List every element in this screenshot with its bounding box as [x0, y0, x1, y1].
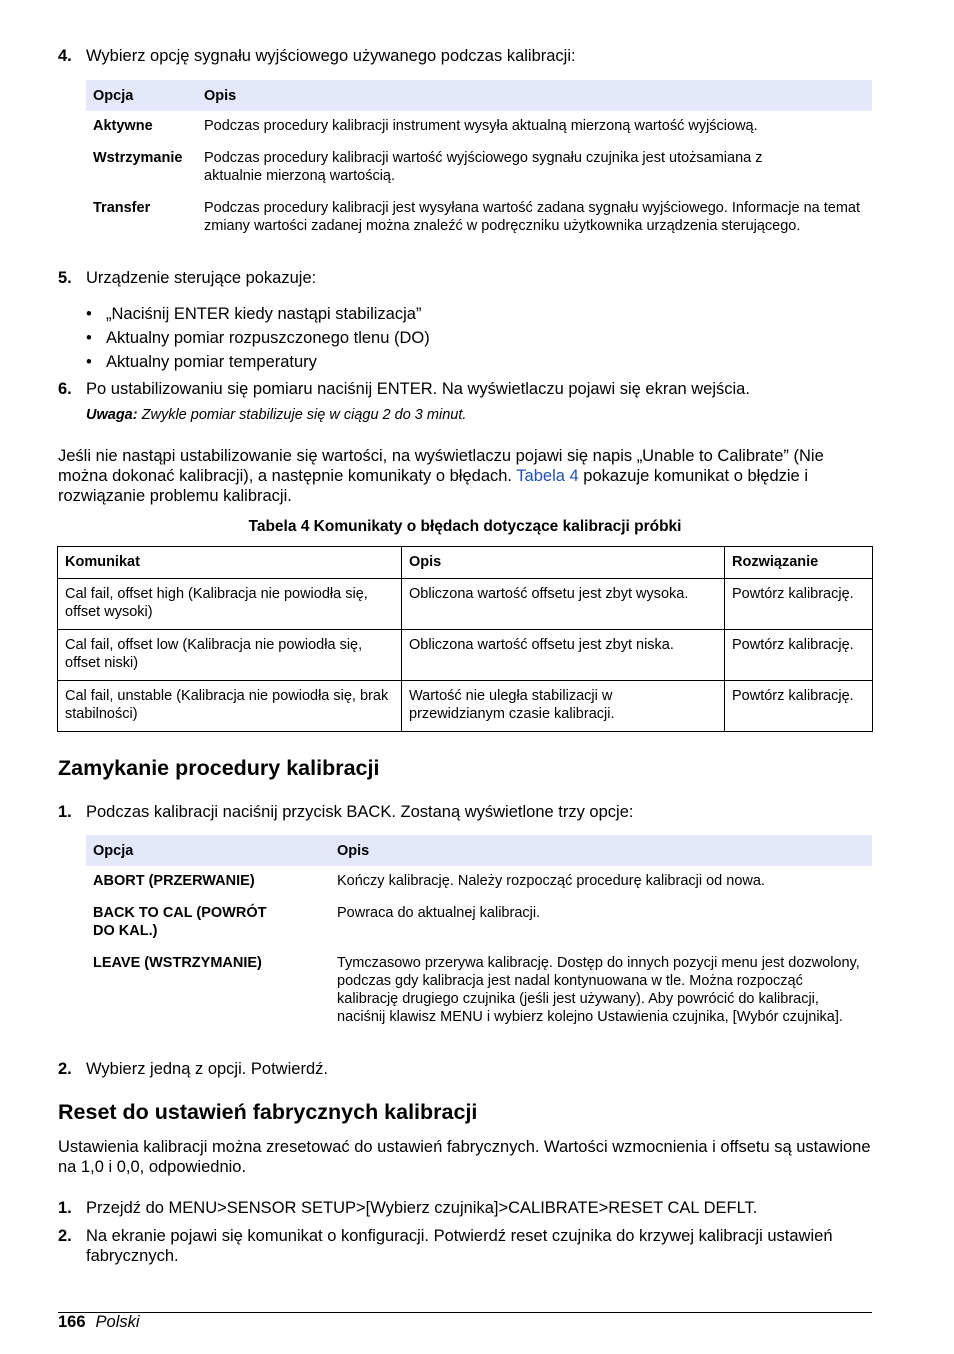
option-description — [197, 143, 872, 193]
step-5 — [58, 268, 872, 288]
list-item: • Aktualny pomiar temperatury — [86, 350, 866, 374]
option-name: Wstrzymanie — [93, 150, 183, 166]
note-label: Uwaga: — [86, 407, 138, 423]
table-row — [86, 143, 872, 193]
section-heading-factory-reset: Reset do ustawień fabrycznych kalibracji — [58, 1100, 478, 1124]
table-row — [58, 681, 873, 732]
footer-divider — [58, 1312, 872, 1313]
option-name — [86, 898, 330, 948]
step-number: 2. — [58, 1227, 72, 1245]
error-description-text: Wartość nie uległa stabilizacji w przewidzianym czasie kalibracji. — [409, 688, 615, 722]
option-description-text: Podczas procedury kalibracji wartość wyjściowego sygnału czujnika jest utożsamiana z aktualnie mierzoną wartością. — [204, 150, 763, 184]
step-text: Urządzenie sterujące pokazuje: — [86, 269, 317, 287]
table-row — [86, 111, 872, 143]
error-description: Obliczona wartość offsetu jest zbyt niska. — [402, 630, 725, 681]
table-header-row — [86, 80, 872, 111]
step-text: Po ustabilizowaniu się pomiaru naciśnij ENTER. Na wyświetlaczu pojawi się ekran wejścia. — [86, 380, 750, 398]
display-bullet-list — [86, 302, 866, 374]
step-text: Wybierz jedną z opcji. Potwierdź. — [86, 1060, 328, 1078]
table-row — [86, 866, 872, 898]
option-description: Kończy kalibrację. Należy rozpocząć procedurę kalibracji od nowa. — [337, 873, 765, 889]
header-option: Opcja — [86, 835, 330, 866]
calibration-error-table — [57, 546, 873, 732]
step-number: 6. — [58, 380, 72, 398]
step-number: 1. — [58, 1199, 72, 1217]
option-description: Tymczasowo przerywa kalibrację. Dostęp do innych pozycji menu jest dozwolony, podczas gdy kalibracja jest nadal kontynuowana w tle. Można rozpocząć kalibrację drugiego czujnika (jeśli jest używany). Aby powrócić do kalibracji, naciśnij klawisz MENU i wybierz kolejno Ustawienia czujnika, [Wybór czujnika]. — [337, 955, 860, 1025]
list-item: • Aktualny pomiar rozpuszczonego tlenu (DO) — [86, 326, 866, 350]
error-solution: Powtórz kalibrację. — [725, 579, 873, 630]
option-name: Aktywne — [93, 118, 153, 134]
step-text: Podczas kalibracji naciśnij przycisk BACK. Zostaną wyświetlone trzy opcje: — [86, 803, 634, 821]
close-step-2 — [58, 1059, 872, 1079]
header-solution: Rozwiązanie — [725, 547, 873, 579]
step-number: 4. — [58, 47, 72, 65]
error-description: Obliczona wartość offsetu jest zbyt wysoka. — [402, 579, 725, 630]
error-message: Cal fail, offset low (Kalibracja nie powiodła się, offset niski) — [58, 630, 402, 681]
header-description: Opis — [330, 835, 872, 866]
factory-reset-paragraph: Ustawienia kalibracji można zresetować do ustawień fabrycznych. Wartości wzmocnienia i offsetu są ustawione na 1,0 i 0,0, odpowiednio. — [58, 1138, 871, 1176]
step-number: 5. — [58, 269, 72, 287]
table-header-row — [58, 547, 873, 579]
reset-step-2 — [58, 1226, 872, 1266]
step-text: Wybierz opcję sygnału wyjściowego używanego podczas kalibracji: — [86, 47, 576, 65]
option-description: Powraca do aktualnej kalibracji. — [337, 905, 541, 921]
page-number: 166 — [58, 1313, 86, 1331]
page-footer — [58, 1313, 140, 1332]
error-description — [402, 681, 725, 732]
header-description: Opis — [197, 80, 872, 111]
table-header-row — [86, 835, 872, 866]
output-options-table — [86, 80, 872, 243]
table-row — [86, 193, 872, 243]
step-number: 2. — [58, 1060, 72, 1078]
table-row — [58, 630, 873, 681]
option-name: Transfer — [93, 200, 151, 216]
header-option: Opcja — [86, 80, 197, 111]
list-item: • „Naciśnij ENTER kiedy nastąpi stabilizacja” — [86, 302, 866, 326]
table-4-link[interactable]: Tabela 4 — [516, 467, 579, 485]
error-message: Cal fail, unstable (Kalibracja nie powiodła się, brak stabilności) — [58, 681, 402, 732]
table-caption: Tabela 4 Komunikaty o błędach dotyczące kalibracji próbki — [248, 518, 682, 535]
step-text: Przejdź do MENU>SENSOR SETUP>[Wybierz czujnika]>CALIBRATE>RESET CAL DEFLT. — [86, 1199, 758, 1217]
error-message: Cal fail, offset high (Kalibracja nie powiodła się, offset wysoki) — [58, 579, 402, 630]
paragraph-text: Jeśli nie nastąpi ustabilizowanie się wartości, na wyświetlaczu pojawi się napis „Unable to Calibrate” (Nie można dokonać kalibracji), a następnie komunikaty o błędach. — [58, 447, 824, 485]
footer-language: Polski — [95, 1313, 140, 1331]
option-name-text: BACK TO CAL (POWRÓT DO KAL.) — [93, 905, 267, 939]
paragraph-text-end: pokazuje komunikat o błędzie i rozwiązanie problemu kalibracji. — [58, 467, 808, 505]
close-step-1 — [58, 802, 872, 822]
step-text: Na ekranie pojawi się komunikat o konfiguracji. Potwierdź reset czujnika do krzywej kalibracji ustawień fabrycznych. — [86, 1227, 833, 1265]
step-number: 1. — [58, 803, 72, 821]
header-description: Opis — [402, 547, 725, 579]
table-row — [86, 898, 872, 948]
reset-step-1 — [58, 1198, 872, 1218]
error-solution: Powtórz kalibrację. — [725, 681, 873, 732]
unable-to-calibrate-paragraph — [58, 446, 872, 506]
note-text: Zwykle pomiar stabilizuje się w ciągu 2 do 3 minut. — [141, 407, 467, 423]
back-options-table — [86, 835, 872, 1034]
header-message: Komunikat — [58, 547, 402, 579]
note — [86, 407, 466, 423]
table-row — [58, 579, 873, 630]
table-row — [86, 948, 872, 1034]
section-heading-close-calibration: Zamykanie procedury kalibracji — [58, 756, 380, 780]
option-name: ABORT (PRZERWANIE) — [93, 873, 255, 889]
step-4 — [58, 46, 872, 66]
option-description: Podczas procedury kalibracji instrument wysyła aktualną mierzoną wartość wyjściową. — [204, 118, 758, 134]
option-name: LEAVE (WSTRZYMANIE) — [93, 955, 262, 971]
option-description: Podczas procedury kalibracji jest wysyłana wartość zadana sygnału wyjściowego. Informacje na temat zmiany wartości zadanej można znaleźć w podręczniku użytkownika urządzenia sterującego. — [204, 200, 861, 234]
step-6 — [58, 379, 872, 399]
error-solution: Powtórz kalibrację. — [725, 630, 873, 681]
